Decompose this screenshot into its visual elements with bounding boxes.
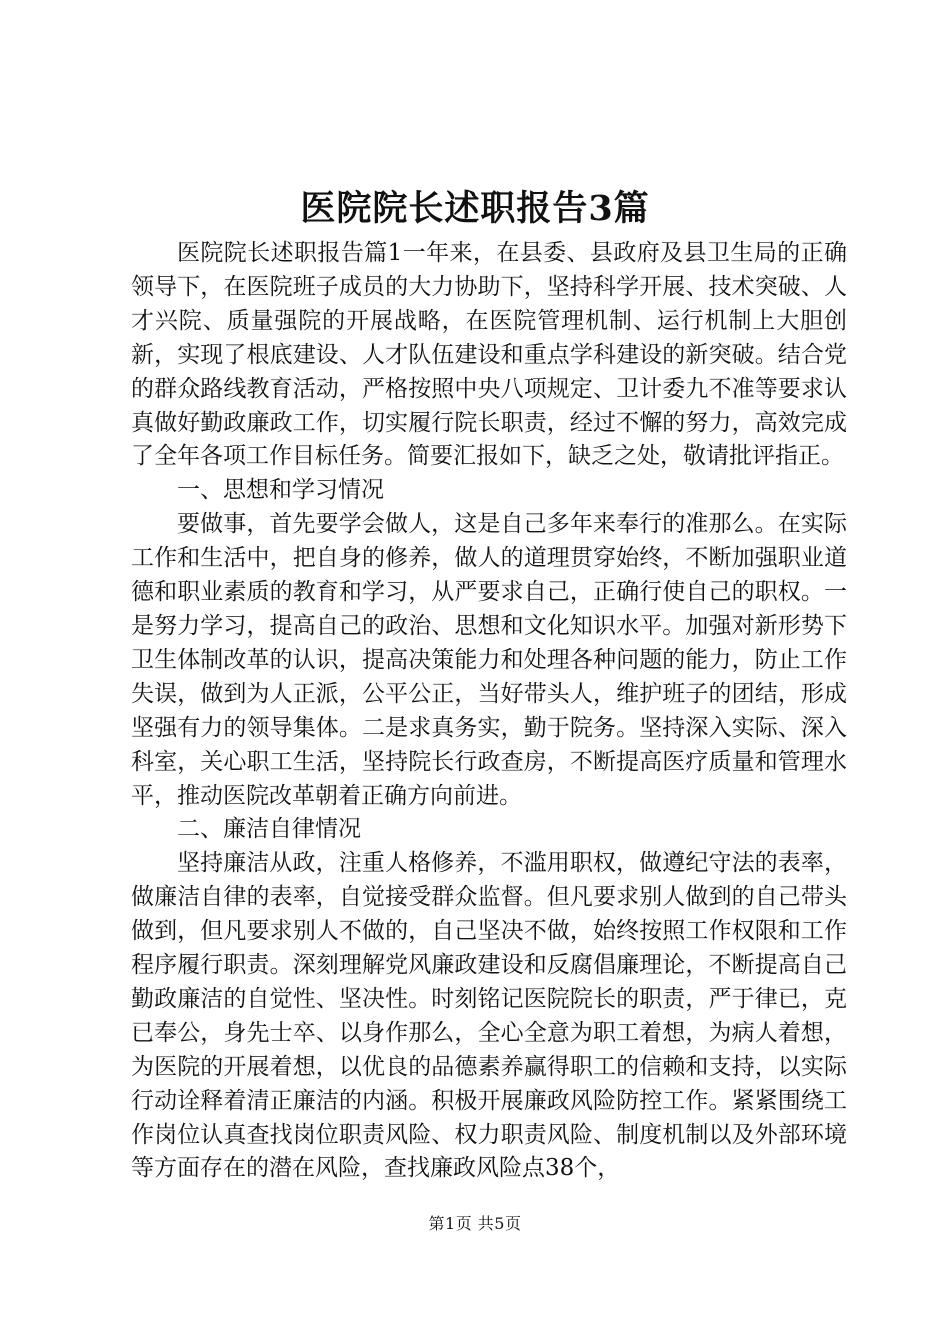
paragraph-intro: 医院院长述职报告篇1一年来，在县委、县政府及县卫生局的正确领导下，在医院班子成员的大力协助下，坚持科学开展、技术突破、人才兴院、质量强院的开展战略，在医院管理机制、运行机制上大胆创新，实现了根底建设、人才队伍建设和重点学科建设的新突破。结合党的群众路线教育活动，严格按照中央八项规定、卫计委九不准等要求认真做好勤政廉政工作，切实履行院长职责，经过不懈的努力，高效完成了全年各项工作目标任务。简要汇报如下，缺乏之处，敬请批评指正。 bbox=[131, 240, 847, 470]
paragraph-thought-study: 要做事，首先要学会做人，这是自己多年来奉行的准那么。在实际工作和生活中，把自身的修养，做人的道理贯穿始终，不断加强职业道德和职业素质的教育和学习，从严要求自己，正确行使自己的职权。一是努力学习，提高自己的政治、思想和文化知识水平。加强对新形势下卫生体制改革的认识，提高决策能力和处理各种问题的能力，防止工作失误，做到为人正派，公平公正，当好带头人，维护班子的团结，形成坚强有力的领导集体。二是求真务实，勤于院务。坚持深入实际、深入科室，关心职工生活，坚持院长行政查房，不断提高医疗质量和管理水平，推动医院改革朝着正确方向前进。 bbox=[131, 511, 847, 809]
document-title: 医院院长述职报告3篇 bbox=[300, 188, 650, 229]
page-footer: 第1页 共5页 bbox=[428, 1214, 522, 1233]
section-heading-thought-study: 一、思想和学习情况 bbox=[177, 477, 384, 504]
document-body bbox=[131, 237, 847, 1186]
section-heading-integrity: 二、廉洁自律情况 bbox=[177, 816, 361, 843]
paragraph-integrity: 坚持廉洁从政，注重人格修养，不滥用职权，做遵纪守法的表率，做廉洁自律的表率，自觉接受群众监督。但凡要求别人做到的自己带头做到，但凡要求别人不做的，自己坚决不做，始终按照工作权限和工作程序履行职责。深刻理解党风廉政建设和反腐倡廉理论，不断提高自己勤政廉洁的自觉性、坚决性。时刻铭记医院院长的职责，严于律已，克已奉公，身先士卒、以身作那么，全心全意为职工着想，为病人着想，为医院的开展着想，以优良的品德素养赢得职工的信赖和支持，以实际行动诠释着清正廉洁的内涵。积极开展廉政风险防控工作。紧紧围绕工作岗位认真查找岗位职责风险、权力职责风险、制度机制以及外部环境等方面存在的潜在风险，查找廉政风险点38个， bbox=[131, 850, 847, 1182]
